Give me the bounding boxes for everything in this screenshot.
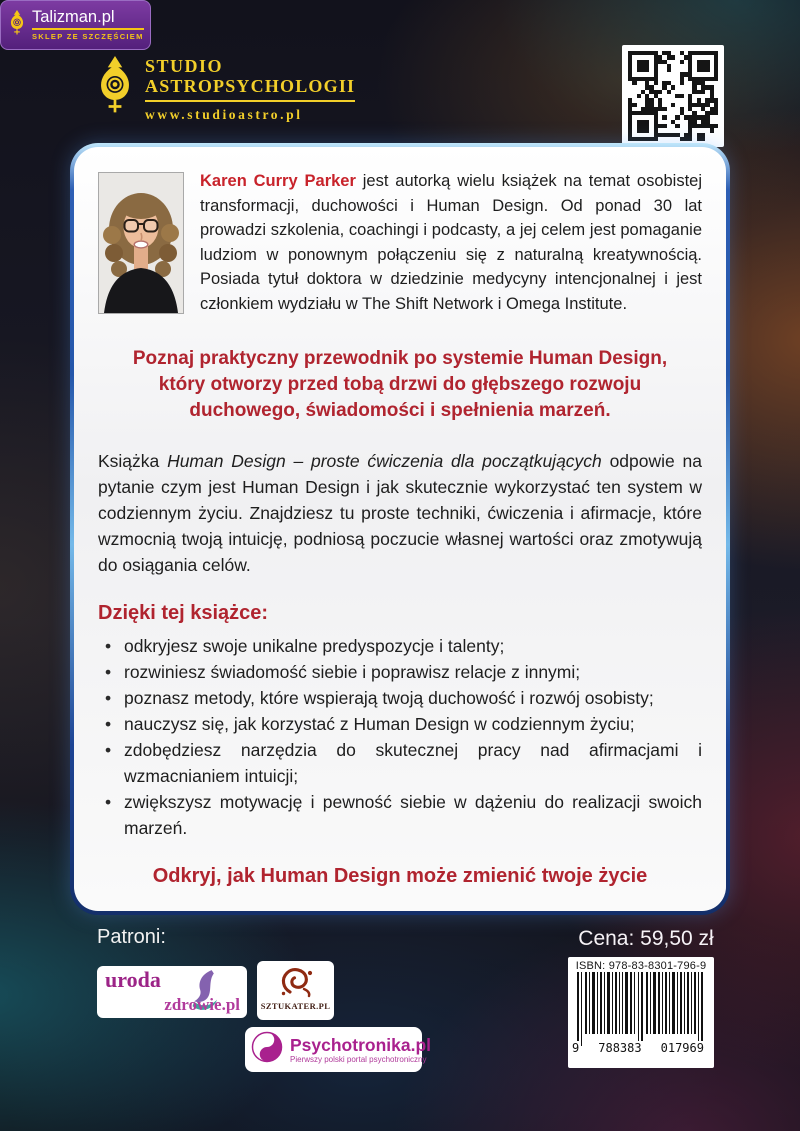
barcode-digits: 9 788383 017969: [572, 1041, 704, 1055]
author-bio-text: [98, 169, 702, 316]
publisher-logo: [94, 56, 355, 123]
talisman-symbol-icon: [8, 8, 26, 43]
zdrowie-wordmark: zdrowie.pl: [164, 995, 240, 1014]
author-name: Karen Curry Parker: [200, 172, 356, 190]
patron-logo-psychotronika: [245, 1027, 432, 1072]
ean-barcode-icon: [575, 972, 707, 1048]
description-suffix: odpowie na pytanie czym jest Human Design i jak skutecznie wykorzystać ten system w codziennym życiu. Znajdziesz tu proste techniki, ćwiczenia i afirmacje, które wzmocnią twoją intuicję, podniosą poczucie własnej wartości oraz zmotywują do osiągania celów.: [98, 451, 702, 575]
isbn-label: ISBN: 978-83-8301-796-9: [575, 960, 707, 972]
psychotronika-wordmark: Psychotronika.pl: [290, 1034, 432, 1055]
benefit-item: • zwiększysz motywację i pewność siebie w dążeniu do realizacji swoich marzeń.: [98, 789, 702, 841]
patron-logo-talizman: [0, 0, 151, 50]
publisher-website: www.studioastro.pl: [145, 107, 303, 122]
benefits-list: [98, 633, 702, 841]
benefit-item: • rozwiniesz świadomość siebie i poprawisz relacje z innymi;: [98, 659, 702, 685]
lead-paragraph: Poznaj praktyczny przewodnik po systemie Human Design, który otworzy przed tobą drzwi do głębszego rozwoju duchowego, świadomości i spełnienia marzeń.: [132, 348, 668, 421]
talizman-divider: [32, 28, 144, 30]
ornament-swirl-icon: [257, 964, 334, 1003]
barcode-block: [568, 957, 714, 1068]
benefits-heading: Dzięki tej książce:: [98, 602, 269, 624]
benefit-item: • nauczysz się, jak korzystać z Human Design w codziennym życiu;: [98, 711, 702, 737]
psychotronika-tagline: Pierwszy polski portal psychotroniczny: [290, 1054, 427, 1064]
talizman-wordmark: Talizman.pl: [32, 8, 115, 27]
sztukater-wordmark: SZTUKATER.PL: [260, 1001, 331, 1011]
patron-logo-uroda-zdrowie: [97, 966, 247, 1018]
uroda-wordmark: uroda: [105, 967, 161, 992]
qr-code: [622, 45, 724, 147]
publisher-name-line2: ASTROPSYCHOLOGII: [145, 76, 355, 102]
author-bio-section: [98, 169, 702, 318]
astro-symbol-icon: [94, 56, 136, 121]
content-card: [70, 143, 730, 915]
yin-yang-icon: [251, 1031, 283, 1068]
book-title: Human Design – proste ćwiczenia dla początkujących: [167, 451, 602, 471]
author-photo: [98, 172, 184, 314]
benefit-item: • poznasz metody, które wspierają twoją duchowość i rozwój osobisty;: [98, 685, 702, 711]
author-bio-body: jest autorką wielu książek na temat osobistej transformacji, duchowości i Human Design. Od ponad 30 lat prowadzi szkolenia, coachingi i podcasty, a jej celem jest pomaganie ludziom w ponownym połączeniu się z naturalną kreatywnością. Posiada tytuł doktora w dziedzinie medycyny intencjonalnej i jest członkiem wydziału w The Shift Network i Omega Institute.: [200, 172, 702, 313]
patron-logo-sztukater: [257, 961, 334, 1020]
benefit-item: • zdobędziesz narzędzia do skutecznej pracy nad afirmacjami i wzmacnianiem intuicji;: [98, 737, 702, 789]
description-prefix: Książka: [98, 451, 160, 471]
description-paragraph: [98, 448, 702, 578]
closing-tagline: Odkryj, jak Human Design może zmienić twoje życie: [152, 865, 648, 887]
patrons-label: Patroni:: [97, 926, 166, 948]
talizman-tagline: SKLEP ZE SZCZĘŚCIEM: [32, 31, 144, 41]
price-label: Cena: 59,50 zł: [578, 927, 714, 950]
benefit-item: • odkryjesz swoje unikalne predyspozycje i talenty;: [98, 633, 702, 659]
publisher-name-line1: STUDIO: [145, 56, 224, 76]
